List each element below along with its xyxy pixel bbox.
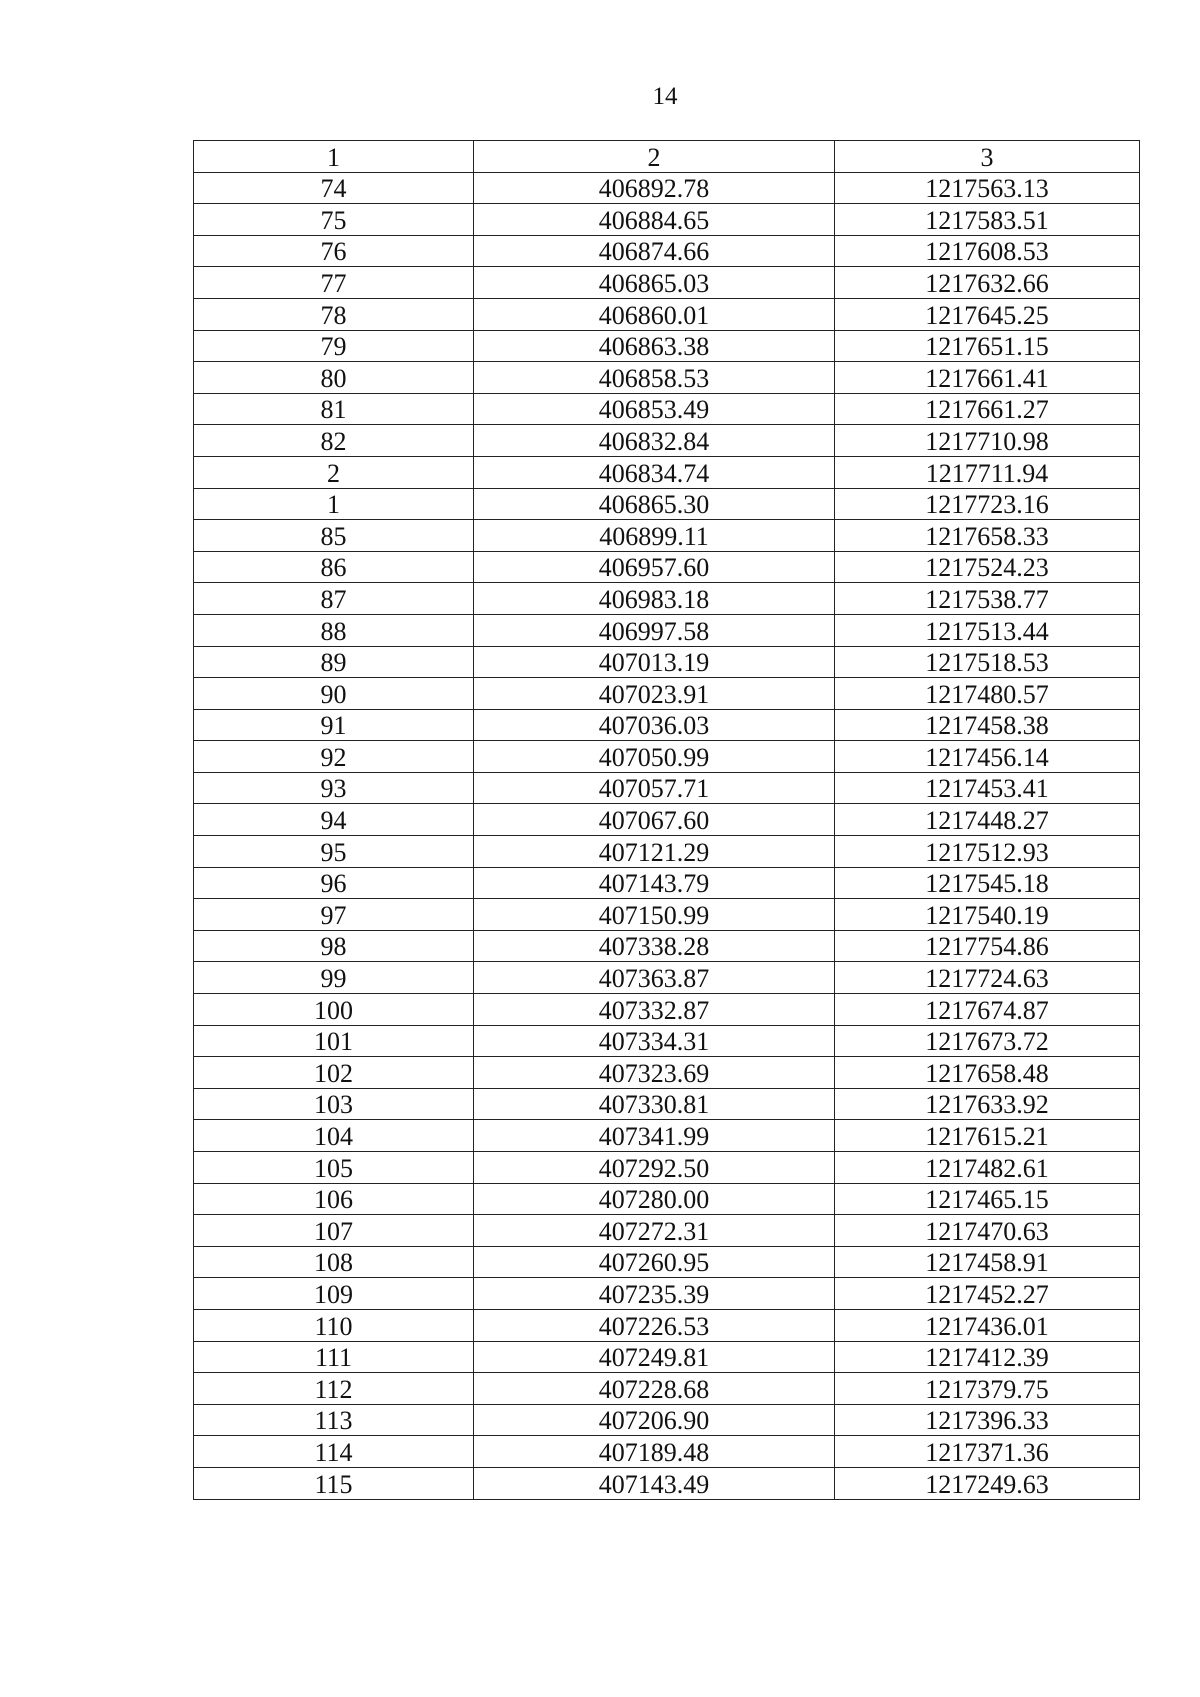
point-number-cell: 104 [194, 1120, 474, 1152]
point-number-cell: 90 [194, 678, 474, 710]
table-row [194, 330, 1140, 362]
point-number-cell: 74 [194, 172, 474, 204]
point-number-cell: 105 [194, 1152, 474, 1184]
x-coordinate-cell: 407143.79 [474, 867, 835, 899]
table-row [194, 1309, 1140, 1341]
point-number-cell: 87 [194, 583, 474, 615]
table-row [194, 741, 1140, 773]
table-row [194, 235, 1140, 267]
y-coordinate-cell: 1217412.39 [835, 1341, 1140, 1373]
y-coordinate-cell: 1217615.21 [835, 1120, 1140, 1152]
x-coordinate-cell: 407228.68 [474, 1373, 835, 1405]
table-row [194, 520, 1140, 552]
y-coordinate-cell: 1217452.27 [835, 1278, 1140, 1310]
y-coordinate-cell: 1217724.63 [835, 962, 1140, 994]
y-coordinate-cell: 1217448.27 [835, 804, 1140, 836]
y-coordinate-cell: 1217674.87 [835, 994, 1140, 1026]
point-number-cell: 95 [194, 836, 474, 868]
point-number-cell: 91 [194, 709, 474, 741]
table-row [194, 836, 1140, 868]
point-number-cell: 89 [194, 646, 474, 678]
x-coordinate-cell: 407280.00 [474, 1183, 835, 1215]
point-number-cell: 94 [194, 804, 474, 836]
table-row [194, 488, 1140, 520]
table-row [194, 298, 1140, 330]
y-coordinate-cell: 1217632.66 [835, 267, 1140, 299]
point-number-cell: 114 [194, 1436, 474, 1468]
x-coordinate-cell: 406865.30 [474, 488, 835, 520]
x-coordinate-cell: 407036.03 [474, 709, 835, 741]
point-number-cell: 111 [194, 1341, 474, 1373]
y-coordinate-cell: 1217396.33 [835, 1404, 1140, 1436]
y-coordinate-cell: 1217651.15 [835, 330, 1140, 362]
y-coordinate-cell: 1217379.75 [835, 1373, 1140, 1405]
table-row [194, 1057, 1140, 1089]
x-coordinate-cell: 407341.99 [474, 1120, 835, 1152]
table-row [194, 994, 1140, 1026]
x-coordinate-cell: 407023.91 [474, 678, 835, 710]
x-coordinate-cell: 406858.53 [474, 362, 835, 394]
table-row [194, 456, 1140, 488]
table-row [194, 425, 1140, 457]
x-coordinate-cell: 407260.95 [474, 1246, 835, 1278]
point-number-cell: 82 [194, 425, 474, 457]
table-row [194, 804, 1140, 836]
point-number-cell: 102 [194, 1057, 474, 1089]
point-number-cell: 108 [194, 1246, 474, 1278]
y-coordinate-cell: 1217563.13 [835, 172, 1140, 204]
x-coordinate-cell: 406853.49 [474, 393, 835, 425]
point-number-cell: 86 [194, 551, 474, 583]
y-coordinate-cell: 1217661.41 [835, 362, 1140, 394]
y-coordinate-cell: 1217458.91 [835, 1246, 1140, 1278]
table-row [194, 204, 1140, 236]
point-number-cell: 112 [194, 1373, 474, 1405]
table-row [194, 362, 1140, 394]
y-coordinate-cell: 1217723.16 [835, 488, 1140, 520]
x-coordinate-cell: 407330.81 [474, 1088, 835, 1120]
y-coordinate-cell: 1217540.19 [835, 899, 1140, 931]
x-coordinate-cell: 407013.19 [474, 646, 835, 678]
header-cell-col-1: 1 [194, 141, 474, 173]
y-coordinate-cell: 1217458.38 [835, 709, 1140, 741]
x-coordinate-cell: 407121.29 [474, 836, 835, 868]
table-row [194, 172, 1140, 204]
y-coordinate-cell: 1217661.27 [835, 393, 1140, 425]
x-coordinate-cell: 407057.71 [474, 772, 835, 804]
y-coordinate-cell: 1217633.92 [835, 1088, 1140, 1120]
table-row [194, 1278, 1140, 1310]
x-coordinate-cell: 406874.66 [474, 235, 835, 267]
x-coordinate-cell: 406834.74 [474, 456, 835, 488]
table-row [194, 1088, 1140, 1120]
y-coordinate-cell: 1217538.77 [835, 583, 1140, 615]
x-coordinate-cell: 407189.48 [474, 1436, 835, 1468]
point-number-cell: 77 [194, 267, 474, 299]
y-coordinate-cell: 1217545.18 [835, 867, 1140, 899]
point-number-cell: 107 [194, 1215, 474, 1247]
x-coordinate-cell: 407226.53 [474, 1309, 835, 1341]
point-number-cell: 93 [194, 772, 474, 804]
table-row [194, 1467, 1140, 1499]
x-coordinate-cell: 406865.03 [474, 267, 835, 299]
header-cell-col-3: 3 [835, 141, 1140, 173]
point-number-cell: 106 [194, 1183, 474, 1215]
point-number-cell: 96 [194, 867, 474, 899]
point-number-cell: 98 [194, 930, 474, 962]
point-number-cell: 97 [194, 899, 474, 931]
point-number-cell: 110 [194, 1309, 474, 1341]
header-cell-col-2: 2 [474, 141, 835, 173]
x-coordinate-cell: 407235.39 [474, 1278, 835, 1310]
x-coordinate-cell: 407150.99 [474, 899, 835, 931]
y-coordinate-cell: 1217482.61 [835, 1152, 1140, 1184]
x-coordinate-cell: 407050.99 [474, 741, 835, 773]
table-row [194, 1373, 1140, 1405]
table-row [194, 1183, 1140, 1215]
x-coordinate-cell: 407272.31 [474, 1215, 835, 1247]
table-row [194, 899, 1140, 931]
table-row [194, 583, 1140, 615]
y-coordinate-cell: 1217371.36 [835, 1436, 1140, 1468]
table-row [194, 772, 1140, 804]
point-number-cell: 85 [194, 520, 474, 552]
x-coordinate-cell: 407332.87 [474, 994, 835, 1026]
y-coordinate-cell: 1217711.94 [835, 456, 1140, 488]
y-coordinate-cell: 1217710.98 [835, 425, 1140, 457]
table-row [194, 1152, 1140, 1184]
point-number-cell: 115 [194, 1467, 474, 1499]
x-coordinate-cell: 407143.49 [474, 1467, 835, 1499]
y-coordinate-cell: 1217513.44 [835, 614, 1140, 646]
y-coordinate-cell: 1217645.25 [835, 298, 1140, 330]
table-row [194, 962, 1140, 994]
point-number-cell: 2 [194, 456, 474, 488]
x-coordinate-cell: 407067.60 [474, 804, 835, 836]
table-row [194, 1436, 1140, 1468]
y-coordinate-cell: 1217480.57 [835, 678, 1140, 710]
y-coordinate-cell: 1217754.86 [835, 930, 1140, 962]
table-row [194, 678, 1140, 710]
table-row [194, 930, 1140, 962]
y-coordinate-cell: 1217512.93 [835, 836, 1140, 868]
point-number-cell: 75 [194, 204, 474, 236]
point-number-cell: 80 [194, 362, 474, 394]
table-row [194, 614, 1140, 646]
table-row [194, 867, 1140, 899]
y-coordinate-cell: 1217465.15 [835, 1183, 1140, 1215]
y-coordinate-cell: 1217518.53 [835, 646, 1140, 678]
y-coordinate-cell: 1217608.53 [835, 235, 1140, 267]
x-coordinate-cell: 406863.38 [474, 330, 835, 362]
table-row [194, 1025, 1140, 1057]
point-number-cell: 76 [194, 235, 474, 267]
y-coordinate-cell: 1217249.63 [835, 1467, 1140, 1499]
x-coordinate-cell: 407206.90 [474, 1404, 835, 1436]
point-number-cell: 92 [194, 741, 474, 773]
y-coordinate-cell: 1217524.23 [835, 551, 1140, 583]
table-row [194, 551, 1140, 583]
page-number: 14 [652, 83, 678, 110]
table-row [194, 1246, 1140, 1278]
table-row [194, 1120, 1140, 1152]
x-coordinate-cell: 407249.81 [474, 1341, 835, 1373]
point-number-cell: 99 [194, 962, 474, 994]
x-coordinate-cell: 407338.28 [474, 930, 835, 962]
x-coordinate-cell: 406997.58 [474, 614, 835, 646]
y-coordinate-cell: 1217453.41 [835, 772, 1140, 804]
point-number-cell: 113 [194, 1404, 474, 1436]
y-coordinate-cell: 1217470.63 [835, 1215, 1140, 1247]
table-body [194, 141, 1140, 1500]
y-coordinate-cell: 1217436.01 [835, 1309, 1140, 1341]
x-coordinate-cell: 406832.84 [474, 425, 835, 457]
point-number-cell: 79 [194, 330, 474, 362]
point-number-cell: 1 [194, 488, 474, 520]
table-row [194, 393, 1140, 425]
y-coordinate-cell: 1217673.72 [835, 1025, 1140, 1057]
table-row [194, 1215, 1140, 1247]
table-row [194, 1404, 1140, 1436]
x-coordinate-cell: 406860.01 [474, 298, 835, 330]
x-coordinate-cell: 407363.87 [474, 962, 835, 994]
table-row [194, 1341, 1140, 1373]
x-coordinate-cell: 406899.11 [474, 520, 835, 552]
x-coordinate-cell: 406983.18 [474, 583, 835, 615]
table-row [194, 646, 1140, 678]
y-coordinate-cell: 1217658.33 [835, 520, 1140, 552]
coordinates-table [193, 140, 1140, 1500]
y-coordinate-cell: 1217658.48 [835, 1057, 1140, 1089]
x-coordinate-cell: 407323.69 [474, 1057, 835, 1089]
table-row [194, 709, 1140, 741]
x-coordinate-cell: 407334.31 [474, 1025, 835, 1057]
y-coordinate-cell: 1217583.51 [835, 204, 1140, 236]
point-number-cell: 78 [194, 298, 474, 330]
point-number-cell: 103 [194, 1088, 474, 1120]
table-header-row [194, 141, 1140, 173]
y-coordinate-cell: 1217456.14 [835, 741, 1140, 773]
x-coordinate-cell: 407292.50 [474, 1152, 835, 1184]
point-number-cell: 88 [194, 614, 474, 646]
x-coordinate-cell: 406957.60 [474, 551, 835, 583]
point-number-cell: 101 [194, 1025, 474, 1057]
table-row [194, 267, 1140, 299]
point-number-cell: 109 [194, 1278, 474, 1310]
point-number-cell: 100 [194, 994, 474, 1026]
point-number-cell: 81 [194, 393, 474, 425]
x-coordinate-cell: 406892.78 [474, 172, 835, 204]
x-coordinate-cell: 406884.65 [474, 204, 835, 236]
